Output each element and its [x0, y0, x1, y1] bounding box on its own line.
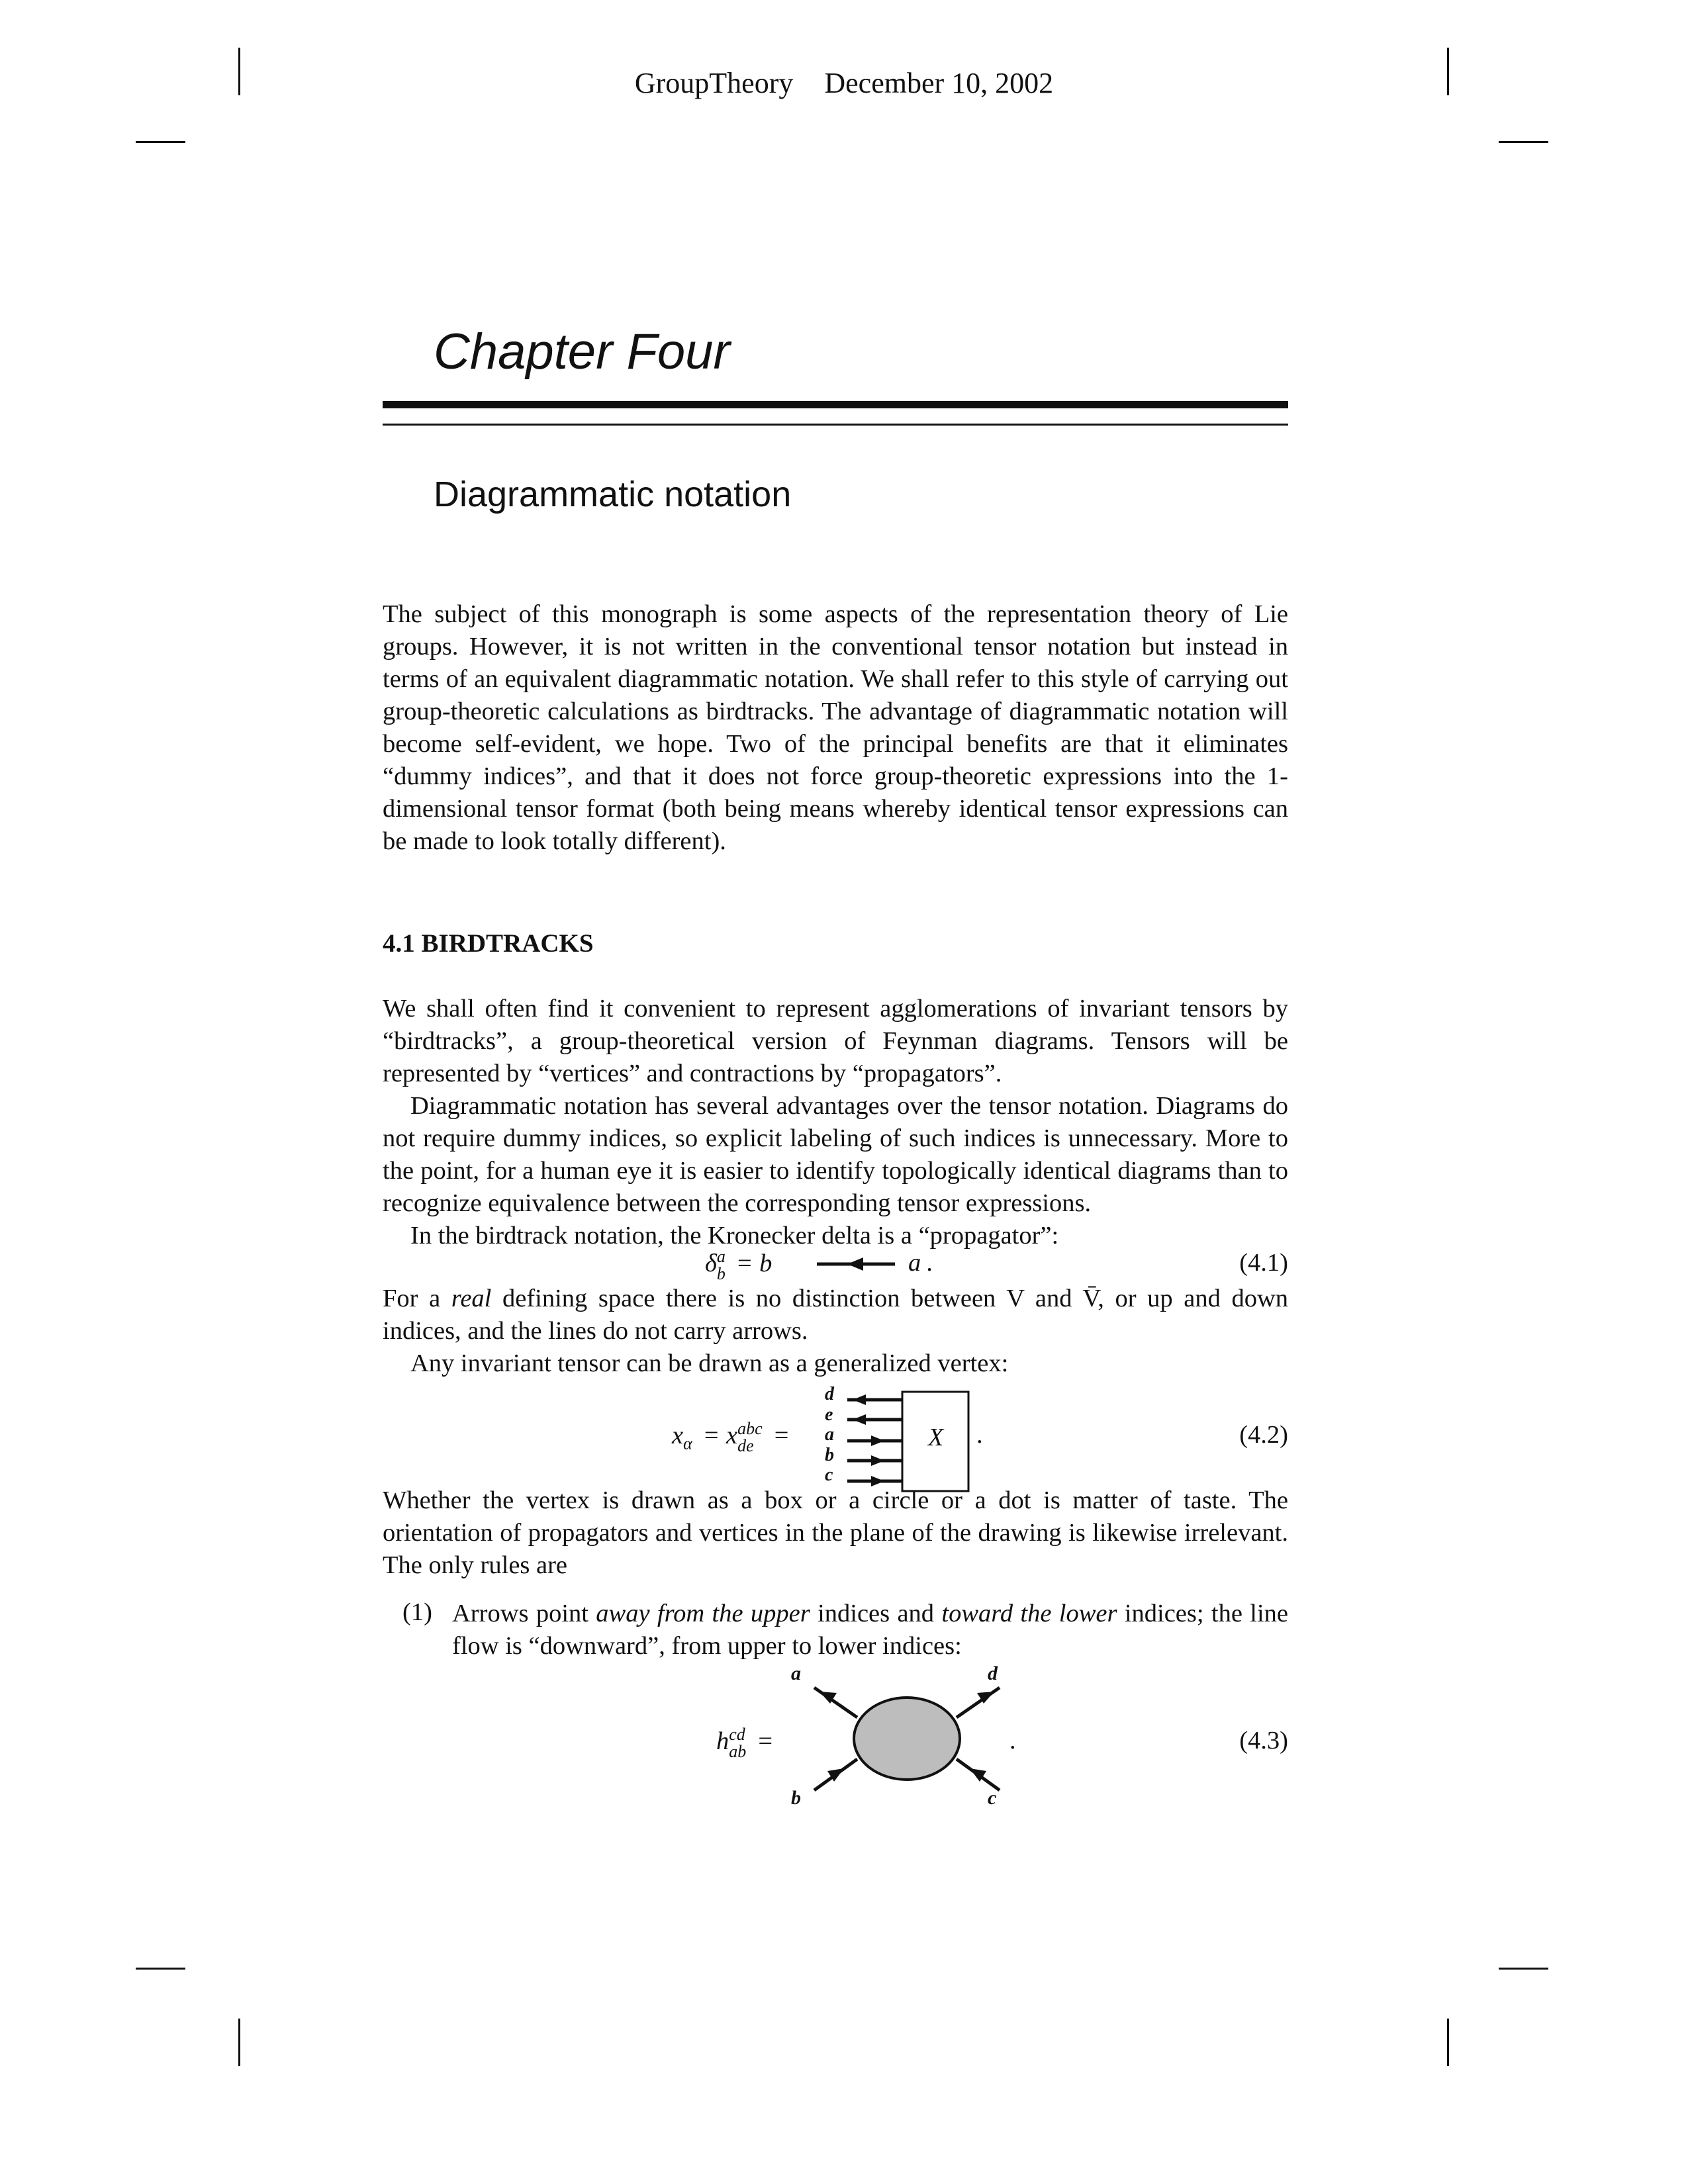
header-book-title: GroupTheory [634, 67, 794, 99]
paragraph-5: Any invariant tensor can be drawn as a generalized vertex: [410, 1349, 1009, 1377]
label-b: b [825, 1444, 834, 1465]
eq3-label-d: d [988, 1662, 998, 1684]
eq2-alpha: α [683, 1433, 692, 1453]
body-text-block [383, 993, 1288, 1252]
equation-number-4-2: (4.2) [1239, 1421, 1288, 1449]
eq3-equals: = [756, 1727, 774, 1755]
intro-text: The subject of this monograph is some aspects of the representation theory of Lie groups. However, it is not written in the conventional tensor notation but instead in terms of an equivalent diagrammatic notation. We shall refer to this style of carrying out group-theoretic calculations as birdtracks. The advantage of diagrammatic notation will become self-evident, we hope. Two of the principal benefits are that it eliminates “dummy indices”, and that it does not force group-theoretic expressions into the 1-dimensional tensor format (both being means whereby identical tensor expressions can be made to look totally different). [383, 600, 1288, 855]
eq3-dot: . [1009, 1727, 1016, 1754]
crop-mark [1499, 141, 1548, 143]
eq3-h: h [716, 1727, 729, 1755]
section-heading: 4.1 BIRDTRACKS [383, 929, 594, 958]
label-c: c [825, 1465, 833, 1485]
eq2-dot: . [976, 1421, 983, 1449]
propagator-diagram [813, 1251, 899, 1277]
chapter-title: Chapter Four [434, 324, 730, 380]
list-item-1: Arrows point away from the upper indices and toward the lower indices; the line flow is “downward”, from upper to lower indices: [452, 1600, 1289, 1660]
equation-number-4-3: (4.3) [1239, 1727, 1288, 1754]
body-text-block-3 [383, 1484, 1288, 1582]
paragraph-6: Whether the vertex is drawn as a box or a circle or a dot is matter of taste. The orientation of propagators and vertices in the plane of the drawing is likewise irrelevant. The only rules are [383, 1486, 1288, 1579]
eq3-label-a: a [791, 1662, 801, 1684]
paragraph-1: We shall often find it convenient to represent agglomerations of invariant tensors by “birdtracks”, a group-theoretical version of Feynman diagrams. Tensors will be represented by “vertices” and contractions by “propagators”. [383, 995, 1288, 1087]
eq3-label-c: c [988, 1787, 997, 1809]
list-item-number: (1) [402, 1598, 432, 1626]
crop-mark [136, 141, 185, 143]
eq2-x: x [672, 1421, 684, 1449]
vertex-labels [825, 1385, 834, 1486]
equation-4-2 [672, 1420, 790, 1455]
vertex-box-label: X [928, 1424, 944, 1451]
eq1-delta: δ [705, 1249, 717, 1277]
paragraph-4: For a real defining space there is no distinction between V and V̄, or up and down indices, and the lines do not carry arrows. [383, 1285, 1288, 1345]
crop-mark [136, 1968, 185, 1970]
label-d: d [825, 1384, 834, 1404]
label-a: a [825, 1424, 834, 1445]
running-header [0, 66, 1688, 100]
eq2-equals: = [773, 1421, 790, 1449]
body-text-block-2 [383, 1283, 1288, 1380]
label-e: e [825, 1404, 833, 1425]
equation-number-4-1: (4.1) [1239, 1249, 1288, 1277]
eq1-sub: b [716, 1264, 726, 1283]
crop-mark [1499, 1968, 1548, 1970]
eq3-indices: cd ab [729, 1725, 747, 1761]
crop-mark [238, 2019, 240, 2066]
header-date: December 10, 2002 [824, 67, 1054, 99]
paragraph-2: Diagrammatic notation has several advantages over the tensor notation. Diagrams do not require dummy indices, so explicit labeling of such indices is unnecessary. More to the point, for a human eye it is easier to identify topologically identical diagrams than to recognize equivalence between the corresponding tensor expressions. [383, 1092, 1288, 1217]
eq1-label-a: a . [908, 1249, 933, 1277]
eq1-equals: = b [735, 1249, 773, 1277]
equation-4-3 [716, 1726, 774, 1760]
four-point-vertex-diagram [808, 1674, 1006, 1800]
chapter-rule-thick [383, 401, 1288, 408]
crop-mark [1447, 2019, 1449, 2066]
chapter-rule-thin [383, 424, 1288, 426]
paragraph-3: In the birdtrack notation, the Kronecker delta is a “propagator”: [410, 1222, 1059, 1250]
intro-paragraph [383, 598, 1288, 858]
equation-4-1 [705, 1248, 772, 1283]
eq1-indices [717, 1248, 726, 1283]
eq2-indices: abc de [737, 1419, 763, 1455]
chapter-subtitle: Diagrammatic notation [434, 475, 792, 514]
eq3-label-b: b [791, 1787, 801, 1809]
eq1-sup: a [716, 1247, 726, 1266]
eq2-mid: = x [702, 1421, 738, 1449]
